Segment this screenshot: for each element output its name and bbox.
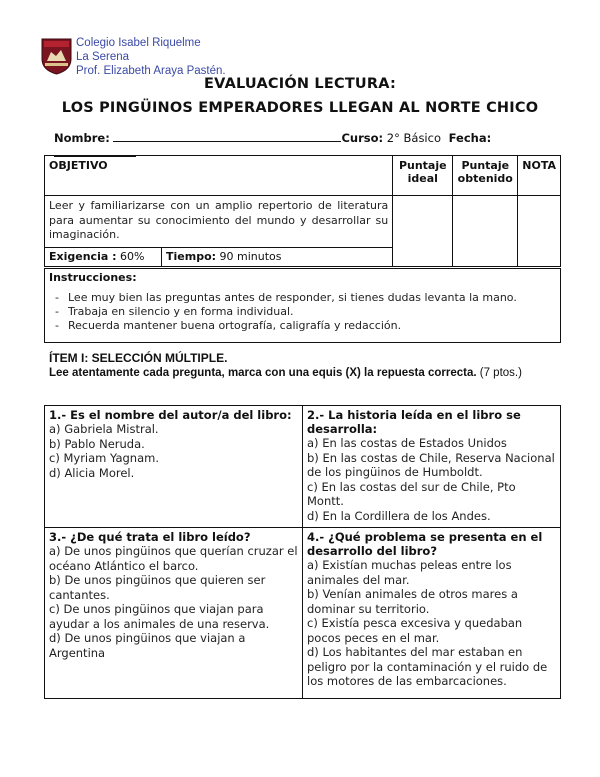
objective-text: Leer y familiarizarse con un amplio repertorio de literatura para aumentar su conocimiento del mundo y desarrollar su imaginación. [45,196,393,248]
question-1 [45,406,303,528]
grade-cell[interactable] [518,196,561,267]
time-cell [162,248,393,267]
requirement-value: 60% [120,250,145,263]
requirement-label: Exigencia : [49,250,117,263]
answer-option[interactable]: d) En la Cordillera de los Andes. [307,508,491,523]
school-city: La Serena [76,51,130,63]
school-name: Colegio Isabel Riquelme [76,37,201,49]
answer-option[interactable]: c) Existía pesca excesiva y quedaban pocos peces en el mar. [307,616,523,645]
section-title: ÍTEM I: SELECCIÓN MÚLTIPLE. [49,351,228,365]
answer-option[interactable]: d) De unos pingüinos que viajan a Argentina [49,631,246,660]
name-label: Nombre: [54,131,110,145]
answer-option[interactable]: c) En las costas del sur de Chile, Pto Montt. [307,479,516,508]
question-4 [303,528,561,699]
teacher-name: Prof. Elizabeth Araya Pastén. [76,65,226,77]
answer-option[interactable]: b) En las costas de Chile, Reserva Nacional de los pingüinos de Humboldt. [307,450,555,479]
answer-option[interactable]: b) De unos pingüinos que quieren ser cantantes. [49,573,266,602]
course-label: Curso: [341,131,384,145]
instructions-list [55,291,517,333]
answer-option[interactable]: b) Venían animales de otros mares a dominar su territorio. [307,587,518,616]
instruction-item: - Trabaja en silencio y en forma individual. [55,305,517,319]
answer-option[interactable]: a) Gabriela Mistral. [49,422,159,436]
answer-option[interactable]: b) Pablo Neruda. [49,436,145,451]
question-title: 2.- La historia leída en el libro se desarrolla: [307,408,521,436]
school-crest-icon [40,37,73,75]
instruction-item: - Lee muy bien las preguntas antes de responder, si tienes dudas levanta la mano. [55,291,517,305]
page-title: EVALUACIÓN LECTURA: [204,76,396,92]
question-title: 4.- ¿Qué problema se presenta en el desarrollo del libro? [307,530,543,558]
answer-option[interactable]: d) Alicia Morel. [49,465,135,480]
objective-header: OBJETIVO [45,156,393,196]
obtained-score-cell[interactable] [453,196,518,267]
section-points: (7 ptos.) [479,367,522,379]
question-title: 1.- Es el nombre del autor/a del libro: [49,408,292,422]
objectives-table [44,155,561,267]
page-subtitle: LOS PINGÜINOS EMPERADORES LLEGAN AL NORTE CHICO [61,100,539,116]
answer-option[interactable]: c) De unos pingüinos que viajan para ayudar a los animales de una reserva. [49,602,270,631]
question-title: 3.- ¿De qué trata el libro leído? [49,530,251,544]
time-label: Tiempo: [166,250,217,263]
school-header [76,36,226,78]
instructions-box [44,268,561,343]
section-instruction [49,367,522,379]
instructions-title: Instrucciones: [49,271,137,284]
answer-option[interactable]: a) De unos pingüinos que querían cruzar el océano Atlántico el barco. [49,544,298,573]
obtained-score-header: Puntaje obtenido [453,156,518,196]
section-instruction-text: Lee atentamente cada pregunta, marca con una equis (X) la repuesta correcta. [49,367,477,379]
time-value: 90 minutos [219,250,282,263]
date-label: Fecha: [448,131,492,145]
instruction-item: - Recuerda mantener buena ortografía, caligrafía y redacción. [55,319,517,333]
answer-option[interactable]: a) Existían muchas peleas entre los animales del mar. [307,558,512,587]
grade-header: NOTA [518,156,561,196]
questions-table [44,405,561,699]
question-2 [303,406,561,528]
name-field[interactable] [113,130,341,142]
requirement-cell [45,248,162,267]
course-value: 2° Básico [386,131,441,145]
question-3 [45,528,303,699]
answer-option[interactable]: c) Myriam Yagnam. [49,451,160,465]
answer-option[interactable]: a) En las costas de Estados Unidos [307,436,507,450]
ideal-score-header: Puntaje ideal [393,156,453,196]
ideal-score-cell[interactable] [393,196,453,267]
answer-option[interactable]: d) Los habitantes del mar estaban en peligro por la contaminación y el ruido de los motores de las embarcaciones. [307,645,548,688]
